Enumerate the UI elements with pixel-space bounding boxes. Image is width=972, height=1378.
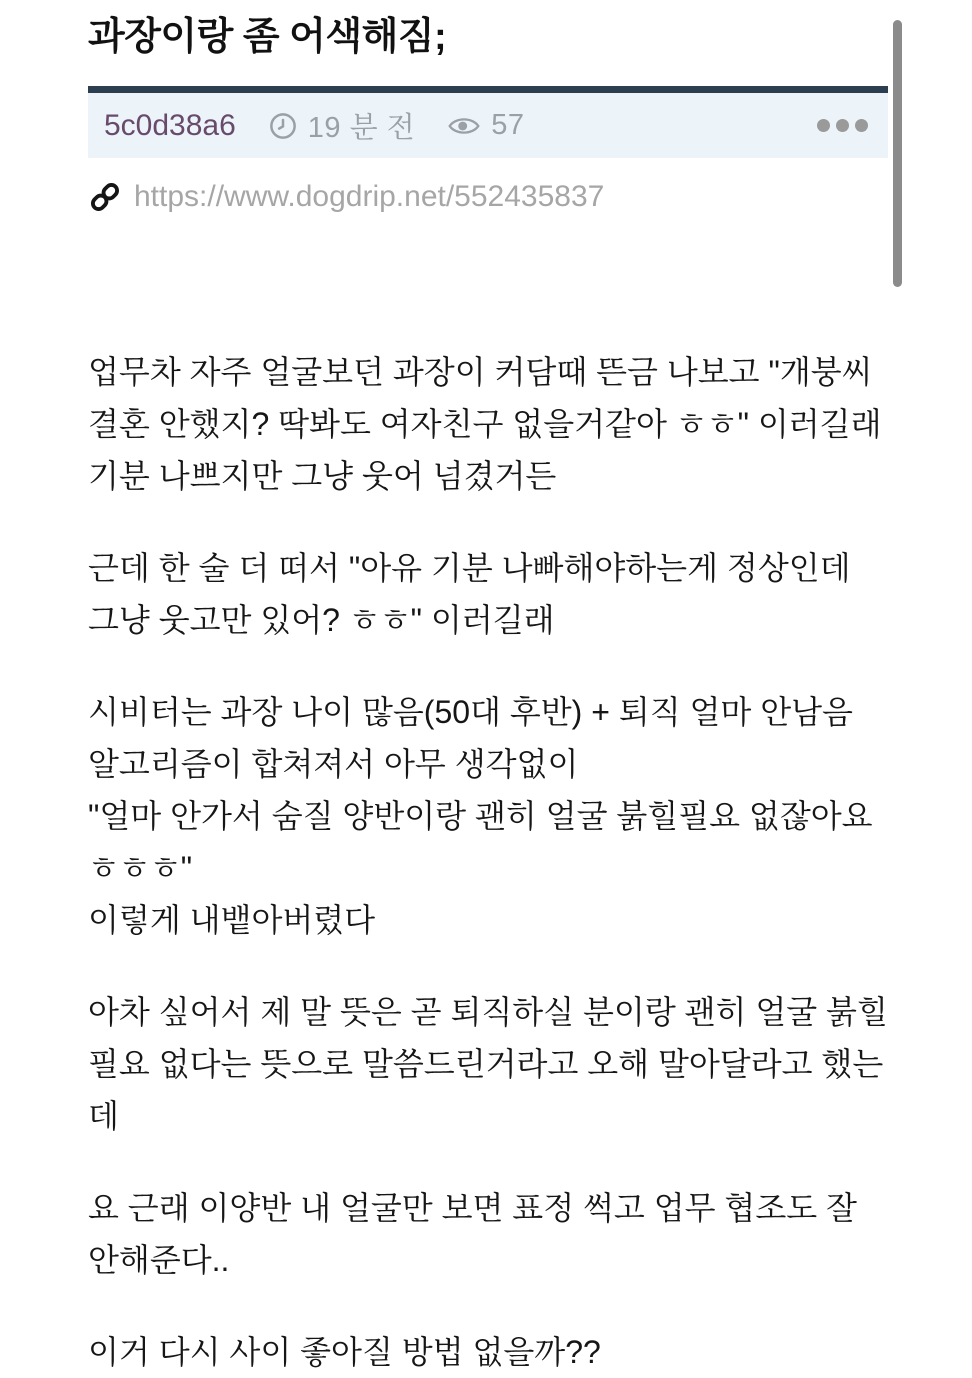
post-body	[88, 346, 888, 1378]
scrollbar-thumb[interactable]	[893, 20, 902, 287]
post-line: "얼마 안가서 숨질 양반이랑 괜히 얼굴 붉힐필요 없잖아요 ㅎㅎㅎ"	[88, 798, 873, 886]
eye-icon	[447, 113, 481, 139]
post-meta-bar	[88, 86, 888, 158]
author-name[interactable]: 5c0d38a6	[104, 108, 236, 142]
source-link-url[interactable]: https://www.dogdrip.net/552435837	[134, 180, 605, 213]
post-title: 과장이랑 좀 어색해짐;	[88, 16, 447, 58]
ellipsis-icon	[817, 119, 868, 132]
post-paragraph: 근데 한 술 더 떠서 "아유 기분 나빠해야하는게 정상인데 그냥 웃고만 있어? ㅎㅎ" 이러길래	[88, 550, 851, 638]
link-icon	[88, 180, 122, 214]
post-paragraph	[88, 686, 888, 946]
post-paragraph: 이거 다시 사이 좋아질 방법 없을까??	[88, 1334, 601, 1370]
more-options-button[interactable]	[815, 113, 870, 138]
post-page	[0, 14, 972, 1378]
post-paragraph: 요 근래 이양반 내 얼굴만 보면 표정 썩고 업무 협조도 잘 안해준다..	[88, 1190, 857, 1278]
source-link[interactable]	[88, 180, 888, 214]
view-count-group	[447, 109, 524, 142]
clock-icon	[268, 111, 298, 141]
post-paragraph: 업무차 자주 얼굴보던 과장이 커담때 뜬금 나보고 "개붕씨 결혼 안했지? 딱봐도 여자친구 없을거같아 ㅎㅎ" 이러길래 기분 나쁘지만 그냥 웃어 넘겼거든	[88, 354, 882, 494]
post-line: 시비터는 과장 나이 많음(50대 후반) + 퇴직 얼마 안남음 알고리즘이 합쳐져서 아무 생각없이	[88, 694, 853, 782]
post-line: 이렇게 내뱉아버렸다	[88, 902, 376, 938]
post-time-group	[268, 105, 415, 146]
post-paragraph: 아차 싶어서 제 말 뜻은 곧 퇴직하실 분이랑 괜히 얼굴 붉힐필요 없다는 뜻으로 말씀드린거라고 오해 말아달라고 했는데	[88, 994, 888, 1134]
post-time: 19 분 전	[307, 112, 416, 144]
view-count: 57	[491, 109, 525, 141]
